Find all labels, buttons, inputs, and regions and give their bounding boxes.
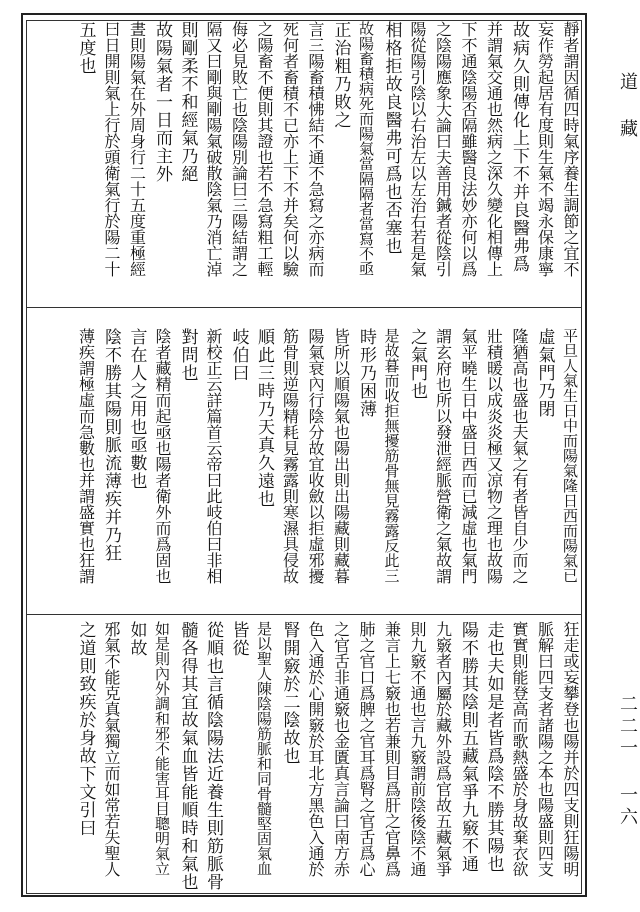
text-column: 肺之官口爲脾之官耳爲腎之官舌爲心 [357,621,376,877]
text-column: 之陽畜不便則其證也若不急寫粗工輕 [255,21,274,277]
text-column: 髓各得其宜故氣血皆能順時和氣也 [177,621,198,891]
text-column: 如是則內外調和邪不能害耳目聰明氣立 [153,621,171,876]
text-column: 五度也 [75,21,96,75]
text-column: 之官舌非通竅也金匱真言論曰南方赤 [331,621,351,877]
text-column: 下不通陰陽否隔雖醫良法妙亦何以爲 [459,21,478,277]
text-column: 走也夫如是者皆爲陰不勝其陽也 [483,621,504,873]
text-column: 相格拒故良醫弗可爲也否塞也 [381,21,402,255]
text-column: 色入通於心開竅於耳北方黑色入通於 [306,621,325,877]
text-column: 邪氣不能克真氣獨立而如常若失聖人 [102,621,121,877]
text-column: 岐伯曰 [228,328,249,382]
text-column: 脈解曰四支者諸陽之本也陽盛則四支 [535,621,555,877]
text-column: 氣平曉生日中盛日西而已減虛也氣門 [459,328,478,584]
text-column: 陽不勝其陰則五藏氣爭九竅不通 [458,621,478,873]
text-column: 壯積暖以成炎炎極又凉物之理也故陽 [484,328,504,584]
margin-page-number: 二二一 一六 [617,694,638,829]
text-column: 妄作勞起居有度則生氣不竭永保康寧 [535,21,555,277]
text-column: 狂走或妄攀登也陽并於四支則狂陽明 [561,621,580,877]
text-column: 靜者謂因循四時氣序養生調節之宜不 [561,21,580,277]
text-column: 則剛柔不和經氣乃絕 [177,21,198,183]
text-column: 是故暮而收拒無擾筋骨無見霧露反此三 [382,328,401,583]
register-divider-2 [26,614,582,615]
text-column: 從順也言循陰陽法近養生則筋脈骨 [203,621,223,891]
text-column: 陽從陽引陰以右治左以左治右若是氣 [408,21,427,277]
text-column: 是以聖人陳陰陽筋脈和同骨髓堅固氣血 [255,621,273,876]
text-column: 虛氣門乃閉 [534,328,555,418]
text-column: 陰不勝其陽則脈流薄疾并乃狂 [101,328,121,562]
text-column: 之道則致疾於身故下文引曰 [75,621,96,837]
text-column: 死何者畜積不已亦上下不并矣何以驗 [280,21,300,277]
text-column: 言在人之用也亟數也 [126,328,147,490]
text-column: 晝則陽氣在外周身行二十五度重極經 [127,21,147,277]
text-column: 并謂氣交通也然病之深久變化相傳上 [484,21,504,277]
text-column: 皆所以順陽氣也陽出則出陽藏則藏暮 [331,328,351,584]
text-column: 故陽氣者一日而主外 [152,21,172,183]
text-column: 隔又曰剛與剛陽氣破散陰氣乃消亡淖 [204,21,223,277]
text-column: 陰者藏精而起亟也陽者衛外而爲固也 [153,328,172,584]
text-column: 之陰陽應象大論曰夫善用鍼者從陰引 [433,21,453,277]
text-column: 之氣門也 [407,328,427,400]
text-column: 九竅者內屬於藏外設爲官故五藏氣爭 [433,621,453,877]
text-column: 侮必見敗亡也陰陽別論曰三陽結謂之 [229,21,249,277]
text-column: 時形乃困薄 [356,328,376,418]
text-column: 新校正云詳篇首云帝曰此岐伯曰非相 [204,328,223,584]
text-column: 正治粗乃敗之 [330,21,351,129]
text-column: 謂玄府也所以發泄經脈營衛之氣故謂 [433,328,453,584]
text-column: 平旦人氣生日中而陽氣隆日西而陽氣已 [561,328,579,583]
text-column: 兼言上七竅也若兼則目爲肝之官鼻爲 [382,621,402,877]
margin-title: 道 藏 [617,72,638,141]
text-column: 隆猶高也盛也夫氣之有者皆自少而之 [510,328,529,584]
text-column: 陽氣衰內行陰分故宜收斂以拒虛邪擾 [306,328,325,584]
text-column: 對問也 [177,328,198,382]
text-column: 皆從 [228,621,249,657]
text-column: 故陽畜積病死而陽氣當隔隔者當寫不亟 [357,21,375,276]
text-column: 實實則能登高而歌熱盛於身故棄衣欲 [510,621,529,877]
text-column: 曰日開則氣上行於頭衛氣行於陽二十 [102,21,121,277]
register-divider-1 [26,307,582,308]
text-column: 順此三時乃天真久遠也 [254,328,274,508]
text-column: 薄疾謂極虛而急數也并謂盛實也狂謂 [76,328,96,584]
text-column: 筋骨則逆陽精耗見霧露則寒濕具侵故 [280,328,300,584]
text-column: 則九竅不通也言九竅謂前陰後陰不通 [408,621,427,877]
text-column: 腎開竅於二陰故也 [279,621,300,765]
text-column: 如故 [126,621,147,657]
text-column: 言三陽畜積怫結不通不急寫之亦病而 [306,21,325,277]
text-column: 故病久則傳化上下不并良醫弗爲 [509,21,529,273]
